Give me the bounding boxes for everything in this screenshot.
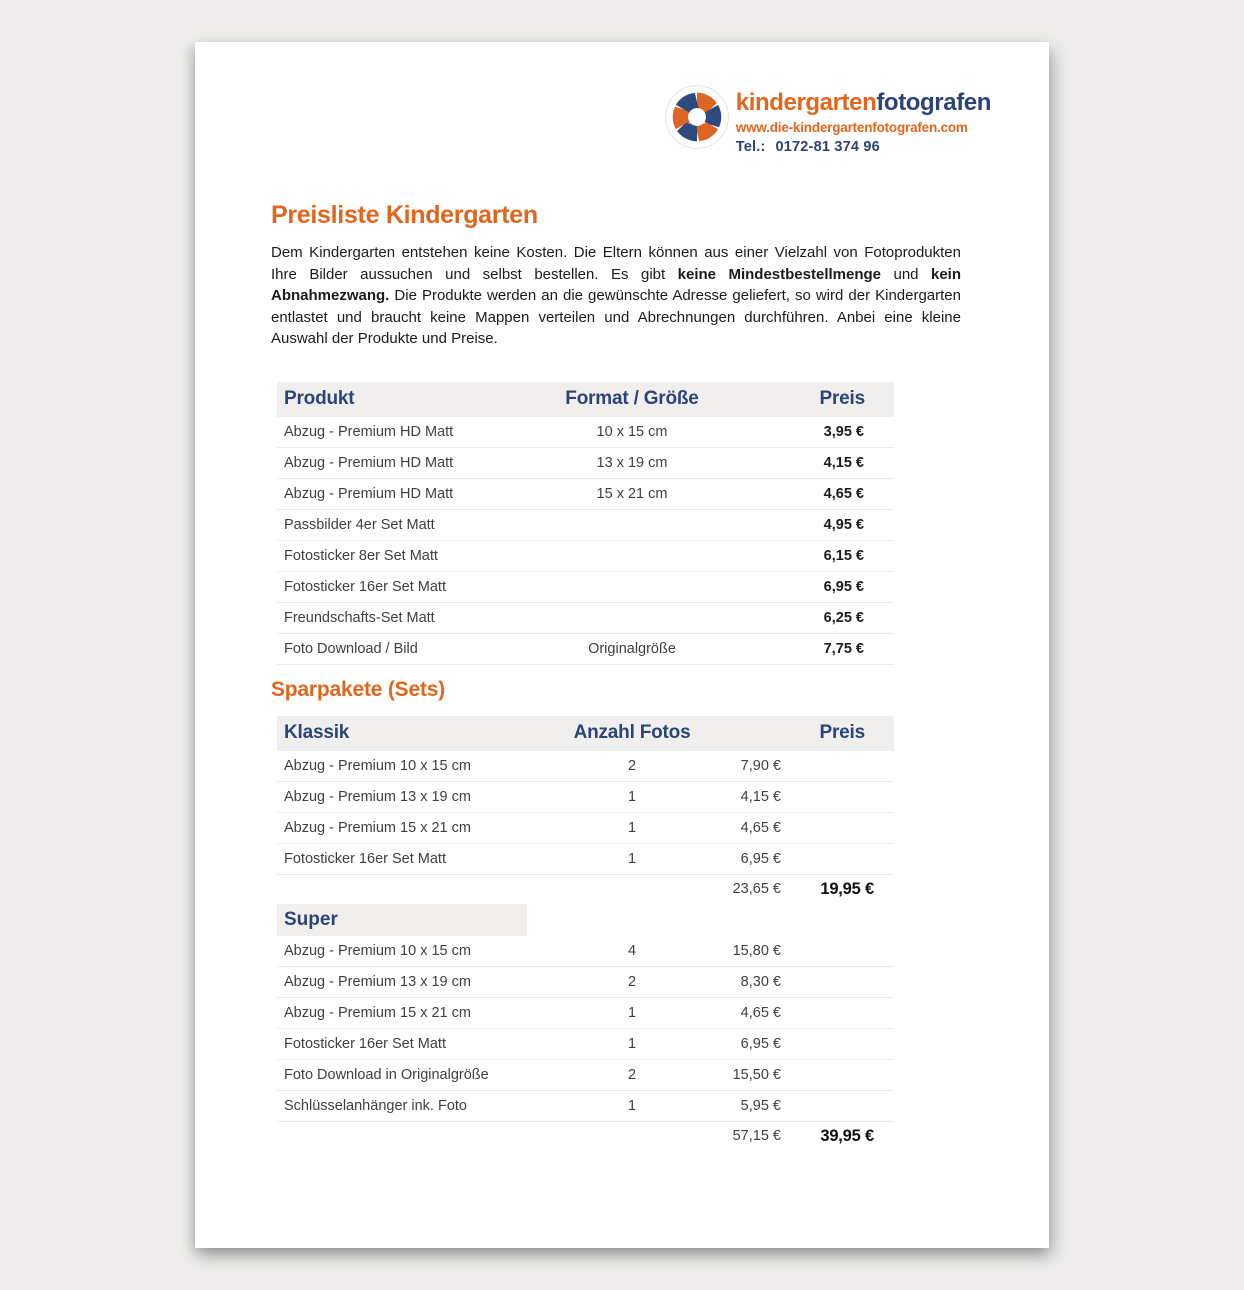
count-value: 1 <box>627 819 637 836</box>
table-row <box>277 1091 894 1122</box>
product-name: Fotosticker 8er Set Matt <box>284 547 438 564</box>
table-row <box>277 782 894 813</box>
table-row <box>277 479 894 510</box>
intro-segment-bold: keine Mindestbestellmenge <box>677 265 882 283</box>
price-list-document <box>195 42 1049 1248</box>
format-value: 10 x 15 cm <box>596 423 668 440</box>
product-name: Foto Download in Originalgröße <box>284 1066 489 1083</box>
product-name: Abzug - Premium HD Matt <box>284 485 454 502</box>
product-name: Foto Download / Bild <box>284 640 418 657</box>
phone-label: Tel.: <box>735 139 766 155</box>
camera-shutter-icon <box>665 85 729 149</box>
item-price-value: 4,15 € <box>740 788 781 805</box>
column-header-klassik: Klassik <box>284 722 350 744</box>
product-name: Fotosticker 16er Set Matt <box>284 578 446 595</box>
format-value: Originalgröße <box>588 640 676 657</box>
brand-name-part1: kindergarten <box>735 89 877 116</box>
price-value: 6,15 € <box>823 547 864 564</box>
klassik-table <box>277 716 894 1151</box>
intro-segment: Die Produkte werden an die gewünschte Adresse geliefert, so wird der Kindergarten entlastet und braucht keine Mappen verteilen und Abrechnungen durchführen. Anbei eine kleine Auswahl der Produkte und Preise. <box>271 287 961 348</box>
count-value: 4 <box>627 942 637 959</box>
format-value: 15 x 21 cm <box>596 485 668 502</box>
product-name: Abzug - Premium HD Matt <box>284 423 454 440</box>
intro-segment: und <box>881 265 931 283</box>
price-value: 7,75 € <box>823 640 864 657</box>
count-value: 2 <box>627 757 637 774</box>
brand-name-part2: fotografen <box>876 89 991 116</box>
column-header-anzahl: Anzahl Fotos <box>573 722 691 744</box>
item-price-value: 15,50 € <box>732 1066 781 1083</box>
count-value: 1 <box>627 1004 637 1021</box>
logo-text-block <box>736 85 991 155</box>
count-value: 2 <box>627 1066 637 1083</box>
column-header-preis: Preis <box>819 722 865 744</box>
item-price-value: 4,65 € <box>740 1004 781 1021</box>
subheader-super: Super <box>277 904 527 936</box>
page-title: Preisliste Kindergarten <box>271 201 538 229</box>
product-name: Abzug - Premium 15 x 21 cm <box>284 1004 471 1021</box>
product-name: Abzug - Premium HD Matt <box>284 454 454 471</box>
price-value: 4,65 € <box>823 485 864 502</box>
table-row <box>277 751 894 782</box>
column-header-produkt: Produkt <box>284 388 355 410</box>
price-value: 3,95 € <box>823 423 864 440</box>
package-price-value: 39,95 € <box>820 1126 874 1145</box>
product-name: Abzug - Premium 13 x 19 cm <box>284 788 471 805</box>
column-header-preis: Preis <box>819 388 865 410</box>
item-price-value: 8,30 € <box>740 973 781 990</box>
table-row <box>277 541 894 572</box>
table-row <box>277 844 894 875</box>
product-name: Fotosticker 16er Set Matt <box>284 1035 446 1052</box>
klassik-sum-row <box>277 875 894 904</box>
table-row <box>277 998 894 1029</box>
product-name: Abzug - Premium 13 x 19 cm <box>284 973 471 990</box>
column-header-format: Format / Größe <box>565 388 699 410</box>
count-value: 1 <box>627 1035 637 1052</box>
brand-name <box>736 91 991 115</box>
section-heading-sparpakete: Sparpakete (Sets) <box>271 677 446 701</box>
format-value: 13 x 19 cm <box>596 454 668 471</box>
logo <box>195 42 1049 155</box>
table-row <box>277 603 894 634</box>
price-value: 4,95 € <box>823 516 864 533</box>
product-name: Abzug - Premium 10 x 15 cm <box>284 942 471 959</box>
table-row <box>277 1029 894 1060</box>
table-row <box>277 510 894 541</box>
table-row <box>277 936 894 967</box>
item-price-value: 4,65 € <box>740 819 781 836</box>
table-row <box>277 1060 894 1091</box>
package-price-value: 19,95 € <box>820 879 874 898</box>
intro-segment-bold: kein Abnahmezwang. <box>271 265 962 305</box>
count-value: 1 <box>627 850 637 867</box>
item-price-value: 5,95 € <box>740 1097 781 1114</box>
product-name: Freundschafts-Set Matt <box>284 609 435 626</box>
table-row <box>277 572 894 603</box>
subtotal-value: 57,15 € <box>732 1128 781 1145</box>
price-value: 4,15 € <box>823 454 864 471</box>
table-row <box>277 967 894 998</box>
phone-line <box>736 139 991 155</box>
table-row <box>277 634 894 665</box>
product-name: Schlüsselanhänger ink. Foto <box>284 1097 467 1114</box>
klassik-table-header <box>277 716 894 751</box>
document-content <box>195 201 1049 1151</box>
phone-number: 0172-81 374 96 <box>775 139 880 155</box>
intro-paragraph <box>271 242 961 350</box>
count-value: 1 <box>627 1097 637 1114</box>
product-name: Abzug - Premium 15 x 21 cm <box>284 819 471 836</box>
table-row <box>277 417 894 448</box>
product-name: Abzug - Premium 10 x 15 cm <box>284 757 471 774</box>
super-sum-row <box>277 1122 894 1151</box>
price-value: 6,25 € <box>823 609 864 626</box>
product-name: Fotosticker 16er Set Matt <box>284 850 446 867</box>
table-row <box>277 813 894 844</box>
count-value: 2 <box>627 973 637 990</box>
item-price-value: 6,95 € <box>740 1035 781 1052</box>
item-price-value: 6,95 € <box>740 850 781 867</box>
intro-segment: Dem Kindergarten entstehen keine Kosten. Die Eltern können aus einer Vielzahl von Fotoprodukten Ihre Bilder aussuchen und selbst bestellen. Es gibt <box>271 244 961 283</box>
products-table <box>277 382 894 665</box>
price-value: 6,95 € <box>823 578 864 595</box>
subtotal-value: 23,65 € <box>732 881 781 898</box>
product-name: Passbilder 4er Set Matt <box>284 516 435 533</box>
item-price-value: 7,90 € <box>740 757 781 774</box>
website-url[interactable]: www.die-kindergartenfotografen.com <box>735 120 968 135</box>
count-value: 1 <box>627 788 637 805</box>
products-table-header <box>277 382 894 417</box>
table-row <box>277 448 894 479</box>
item-price-value: 15,80 € <box>732 942 781 959</box>
